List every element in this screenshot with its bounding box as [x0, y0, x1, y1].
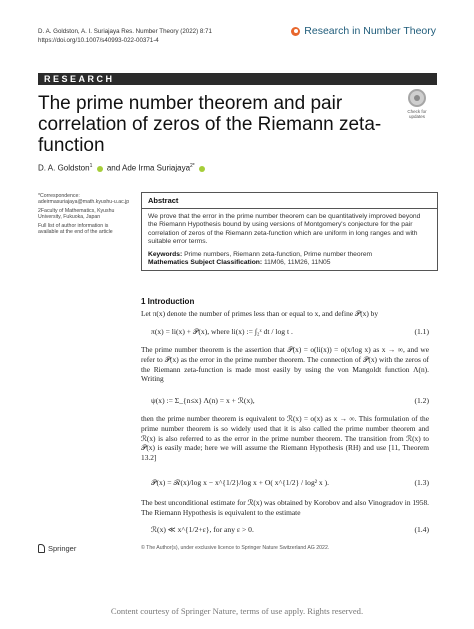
crossmark-label: Check for updates — [407, 109, 427, 119]
correspondence-note: *Correspondence: adeirmasuriajaya@math.kyushu-u.ac.jp — [38, 193, 130, 206]
crossmark-icon — [408, 89, 426, 107]
msc-label: Mathematics Subject Classification: — [148, 259, 263, 267]
affiliation-note: 2Faculty of Mathematics, Kyushu University, Fukuoka, Japan — [38, 207, 115, 221]
article-type-banner: RESEARCH — [38, 73, 437, 85]
body-paragraph: The prime number theorem is the assertion that 𝒫(x) = o(li(x)) = o(x/log x) as x → ∞, and we refer to 𝒫(x) as the error in the prime number theorem. The connection of 𝒫(x) with the zeros of the Riemann zeta-function is made most easily by using the von Mangoldt function Λ(n). Writing — [141, 345, 429, 384]
author-line — [38, 163, 207, 173]
equation-number: (1.4) — [414, 525, 429, 534]
citation-header — [38, 28, 212, 45]
keywords — [142, 251, 437, 259]
journal-logo-icon — [291, 27, 300, 36]
author-info-note: Full list of author information is available at the end of the article — [38, 222, 113, 236]
keywords-text: Prime numbers, Riemann zeta-function, Prime number theorem — [184, 250, 373, 258]
author-name[interactable]: D. A. Goldston — [38, 163, 90, 173]
abstract-text: We prove that the error in the prime number theorem can be quantitatively improved beyond the Riemann Hypothesis bound by using versions of Montgomery's conjecture for the pair correlation of zeros of the Riemann zeta-function which are uniform in long ranges and with suitable error terms. — [148, 213, 421, 246]
citation-line: D. A. Goldston, A. I. Suriajaya Res. Number Theory (2022) 8:71 — [38, 28, 212, 35]
author-affiliation-mark: 1 — [89, 163, 93, 169]
author-affiliation-mark: 2* — [190, 163, 195, 169]
journal-name: Research in Number Theory — [304, 25, 436, 37]
content-credit: Content courtesy of Springer Nature, terms of use apply. Rights reserved. — [110, 606, 364, 616]
abstract-heading: Abstract — [142, 193, 437, 209]
body-paragraph: The best unconditional estimate for ℛ(x) was obtained by Korobov and also Vinogradov in 1958. The Riemann Hypothesis is equivalent to the estimate — [141, 498, 429, 517]
author-joiner: and — [106, 163, 121, 173]
publisher-name: Springer — [48, 544, 77, 553]
equation-number: (1.1) — [414, 327, 429, 336]
equation-body: ℛ(x) ≪ x^{1/2+ε}, for any ε > 0. — [151, 525, 254, 534]
equation-body: π(x) = li(x) + 𝒫(x), where li(x) := ∫₂ˣ dt / log t . — [151, 327, 293, 336]
springer-horse-icon — [38, 544, 45, 553]
body-paragraph: then the prime number theorem is equivalent to ℛ(x) = o(x) as x → ∞. This formulation of the prime number theorem is so widely used that it is also called the prime number theorem and ℛ(x) is also referred to as the error in the prime number theorem. The transition from ℛ(x) to 𝒫(x) is easily made; here we will assume the Riemann Hypothesis (RH) and use [11, Theorem 13.2] — [141, 414, 429, 463]
equation-body: ψ(x) := Σ_{n≤x} Λ(n) = x + ℛ(x), — [151, 396, 255, 405]
equation-body: 𝒫(x) = ℛ(x)/log x − x^{1/2}/log x + O( x^{1/2} / log² x ). — [151, 478, 330, 487]
publisher-logo — [38, 544, 76, 553]
equation-number: (1.3) — [414, 478, 429, 487]
msc-text: 11M06, 11M26, 11N05 — [263, 259, 331, 267]
abstract-box — [141, 192, 438, 271]
paper-title: The prime number theorem and pair correlation of zeros of the Riemann zeta-function — [38, 93, 382, 156]
equation-number: (1.2) — [414, 396, 429, 405]
keywords-label: Keywords: — [148, 250, 183, 258]
orcid-icon[interactable] — [199, 166, 205, 172]
msc-classification — [142, 259, 437, 270]
orcid-icon[interactable] — [97, 166, 103, 172]
copyright-notice: © The Author(s), under exclusive licence to Springer Nature Switzerland AG 2022. — [141, 545, 330, 551]
crossmark-badge[interactable] — [404, 89, 430, 119]
section-heading: 1 Introduction — [141, 297, 195, 306]
journal-header[interactable] — [291, 25, 436, 37]
doi-link[interactable]: https://doi.org/10.1007/s40993-022-00371-4 — [38, 36, 159, 44]
author-notes — [38, 193, 130, 237]
author-name[interactable]: Ade Irma Suriajaya — [121, 163, 191, 173]
body-paragraph: Let π(x) denote the number of primes less than or equal to x, and define 𝒫(x) by — [141, 309, 379, 318]
